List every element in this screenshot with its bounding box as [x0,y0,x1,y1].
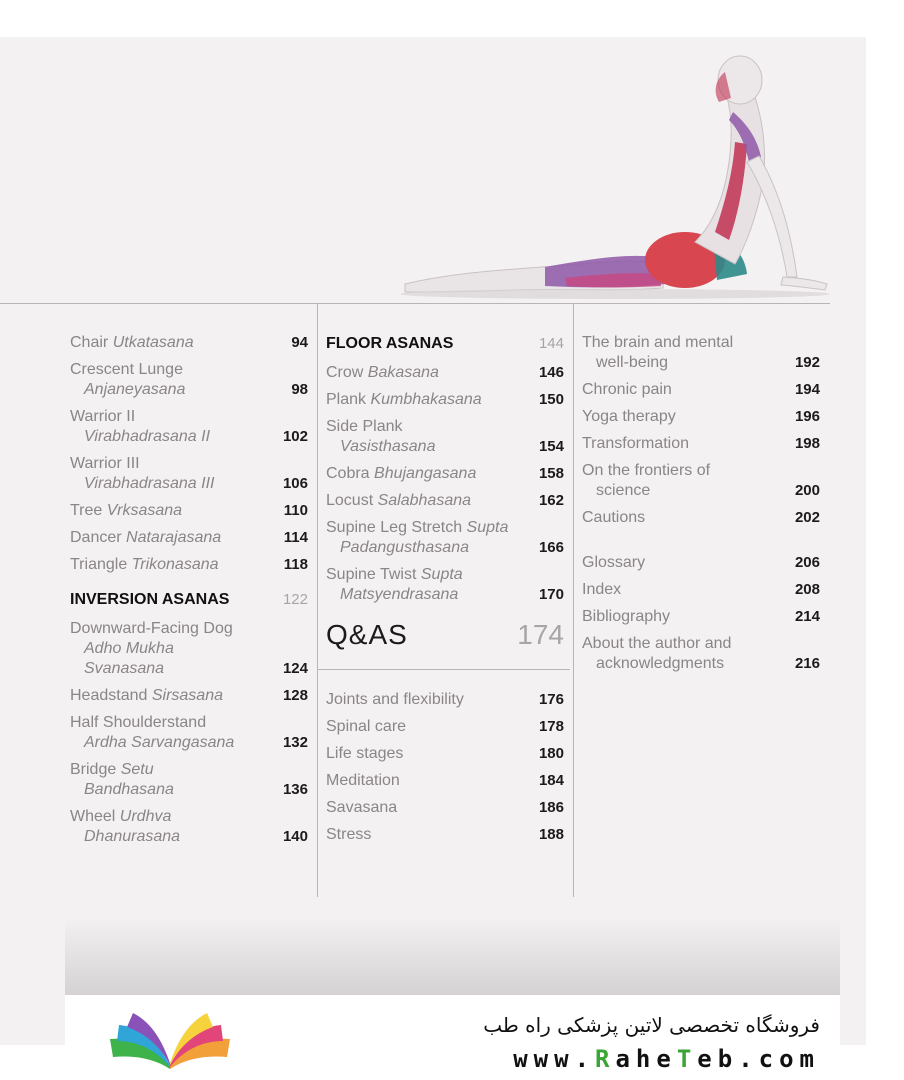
page-number: 158 [538,465,564,482]
toc-entry[interactable]: Locust Salabhasana 162 [326,492,564,509]
page-number: 144 [538,335,564,352]
toc-entry[interactable]: Spinal care 178 [326,718,564,735]
page-number: 186 [538,799,564,816]
toc-entry[interactable]: Bibliography 214 [582,608,820,625]
toc-entry[interactable]: Dancer Natarajasana 114 [70,529,308,546]
toc-entry[interactable]: Chronic pain 194 [582,381,820,398]
page-number: 154 [538,438,564,455]
toc-column-3 [582,333,820,681]
column-divider [317,303,318,897]
page-number: 122 [282,591,308,608]
page-number: 188 [538,826,564,843]
toc-entry[interactable]: Plank Kumbhakasana 150 [326,391,564,408]
qas-section-heading[interactable]: Q&AS 174 [326,615,564,661]
page-number: 118 [283,556,308,573]
page-number: 196 [794,408,820,425]
page-number: 94 [291,334,308,351]
book-page [0,37,866,1045]
page-number: 98 [291,381,308,398]
page-number: 140 [282,828,308,845]
toc-entry[interactable]: About the author and acknowledgments 216 [582,635,820,672]
toc-entry[interactable]: Cautions 202 [582,509,820,526]
qas-rule [318,669,570,670]
page-number: 192 [794,354,820,371]
page-number: 174 [517,619,564,650]
page-number: 214 [794,608,820,625]
toc-entry[interactable]: Half Shoulderstand Ardha Sarvangasana 132 [70,714,308,751]
toc-entry[interactable]: Supine Leg Stretch Supta Padangusthasana 166 [326,519,564,556]
page-number: 114 [283,529,308,546]
toc-entry[interactable]: Warrior II Virabhadrasana II 102 [70,408,308,445]
toc-entry[interactable]: Side Plank Vasisthasana 154 [326,418,564,455]
page-number: 162 [538,492,564,509]
toc-entry[interactable]: Crow Bakasana 146 [326,364,564,381]
page-number: 166 [538,539,564,556]
toc-entry[interactable]: Headstand Sirsasana 128 [70,687,308,704]
store-name: فروشگاه تخصصی لاتین پزشکی راه طب [483,1013,820,1037]
watermark-banner [65,995,840,1080]
section-heading[interactable]: FLOOR ASANAS 144 [326,333,564,355]
toc-entry[interactable]: Chair Utkatasana 94 [70,334,308,351]
page-number: 200 [794,482,820,499]
toc-entry[interactable]: Tree Vrksasana 110 [70,502,308,519]
page-number: 110 [283,502,308,519]
page-number: 170 [538,586,564,603]
toc-column-1 [70,333,308,854]
toc-entry[interactable]: Triangle Trikonasana 118 [70,556,308,573]
top-rule [0,303,830,304]
toc-entry[interactable]: On the frontiers of science 200 [582,462,820,499]
toc-entry[interactable]: Downward-Facing Dog Adho Mukha Svanasana 124 [70,620,308,677]
page-number: 178 [538,718,564,735]
toc-column-2 [326,333,564,852]
column-divider [573,303,574,897]
page-number: 198 [794,435,820,452]
toc-entry[interactable]: Supine Twist Supta Matsyendrasana 170 [326,566,564,603]
page-number: 132 [282,734,308,751]
toc-entry[interactable]: Savasana 186 [326,799,564,816]
toc-entry[interactable]: Bridge Setu Bandhasana 136 [70,761,308,798]
page-number: 128 [282,687,308,704]
toc-entry[interactable]: The brain and mental well-being 192 [582,334,820,371]
page-number: 194 [794,381,820,398]
toc-entry[interactable]: Life stages 180 [326,745,564,762]
page-number: 206 [794,554,820,571]
open-book-logo-icon [105,1007,235,1073]
page-number: 136 [282,781,308,798]
page-number: 124 [282,660,308,677]
toc-entry[interactable]: Index 208 [582,581,820,598]
toc-entry[interactable]: Meditation 184 [326,772,564,789]
toc-entry[interactable]: Yoga therapy 196 [582,408,820,425]
section-heading[interactable]: INVERSION ASANAS 122 [70,589,308,611]
toc-entry[interactable]: Glossary 206 [582,554,820,571]
toc-entry[interactable]: Joints and flexibility 176 [326,691,564,708]
page-shadow [65,917,840,995]
page-number: 102 [282,428,308,445]
page-number: 180 [538,745,564,762]
toc-entry[interactable]: Transformation 198 [582,435,820,452]
page-number: 208 [794,581,820,598]
toc-entry[interactable]: Stress 188 [326,826,564,843]
toc-entry[interactable]: Wheel Urdhva Dhanurasana 140 [70,808,308,845]
page-number: 216 [794,655,820,672]
page-number: 202 [794,509,820,526]
toc-entry[interactable]: Cobra Bhujangasana 158 [326,465,564,482]
toc-entry[interactable]: Crescent Lunge Anjaneyasana 98 [70,361,308,398]
page-number: 150 [538,391,564,408]
toc-entry[interactable]: Warrior III Virabhadrasana III 106 [70,455,308,492]
page-number: 146 [538,364,564,381]
cobra-pose-anatomy-illustration [395,52,835,302]
page-number: 106 [282,475,308,492]
spacer [582,535,820,553]
page-number: 184 [538,772,564,789]
page-number: 176 [538,691,564,708]
store-url[interactable]: www.RaheTeb.com [513,1045,820,1073]
